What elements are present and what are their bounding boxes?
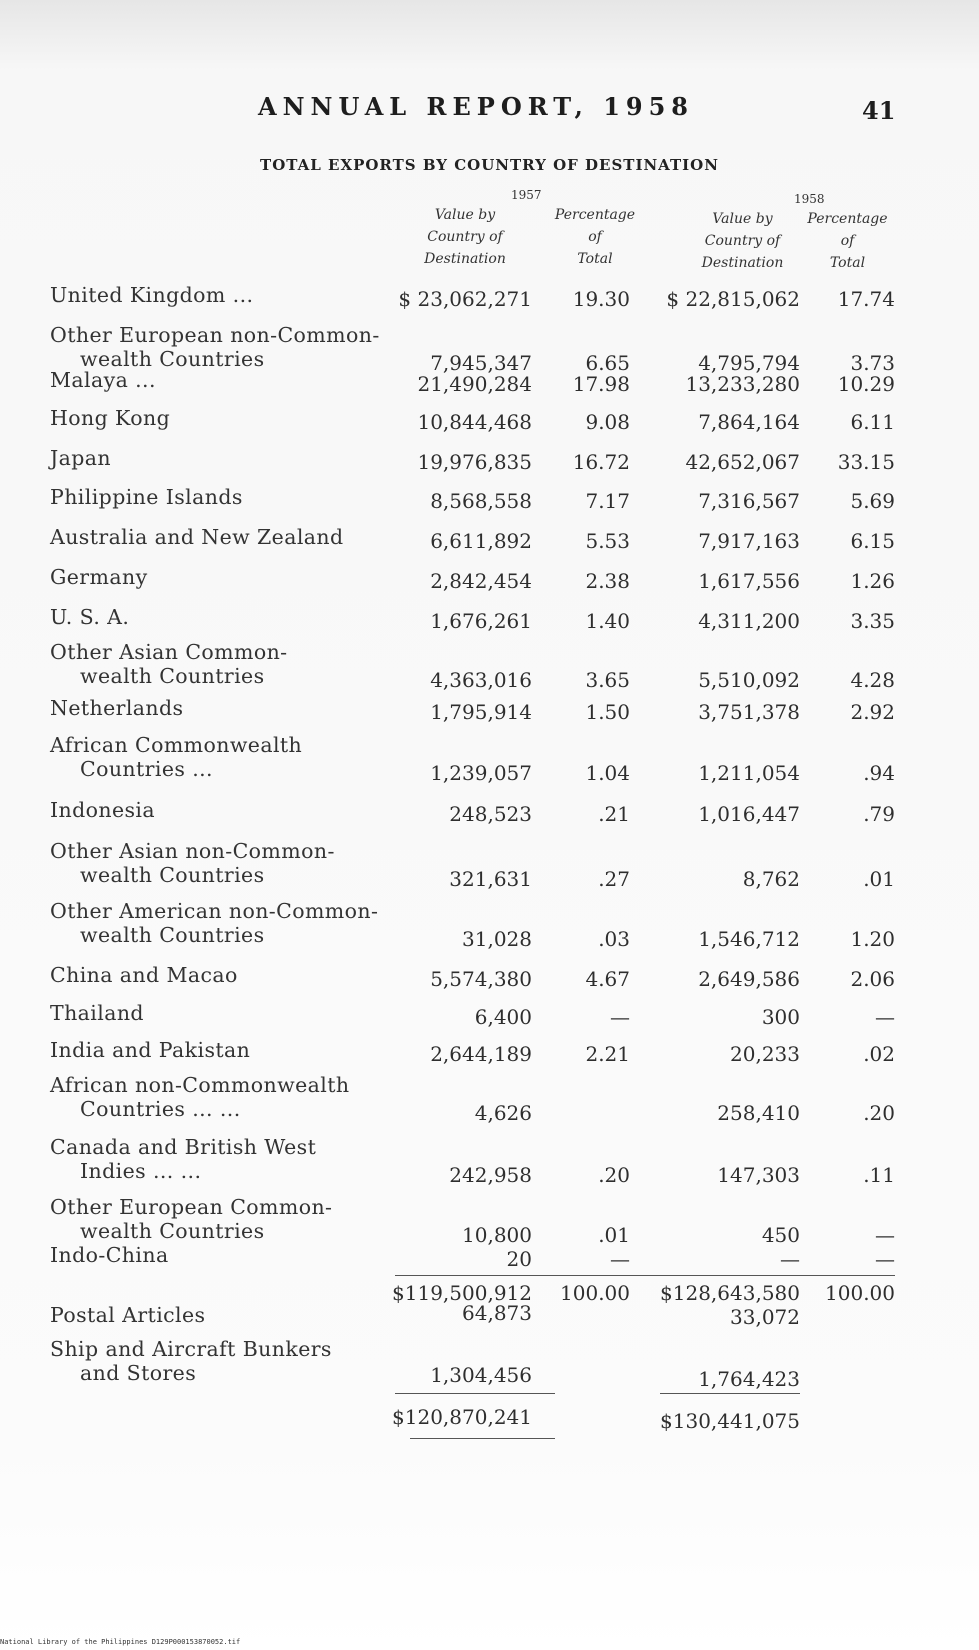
row-label-line: Indo-China <box>50 1243 169 1267</box>
value-1957: 19,976,835 <box>417 450 532 474</box>
postal-1958: 33,072 <box>730 1305 800 1329</box>
value-1957: 6,611,892 <box>430 529 532 553</box>
value-1957: 7,945,347 <box>430 351 532 375</box>
row-label <box>50 1243 405 1267</box>
value-1958: 20,233 <box>730 1042 800 1066</box>
subtotal-1958: $128,643,580 <box>660 1281 800 1305</box>
percentage-1957: 19.30 <box>572 287 630 311</box>
percentage-1958: 2.06 <box>850 967 895 991</box>
percentage-1957: 1.04 <box>585 761 630 785</box>
value-1958: 5,510,092 <box>698 668 800 692</box>
row-label <box>50 406 405 430</box>
row-label-line: Germany <box>50 565 148 589</box>
row-label-line: Philippine Islands <box>50 485 243 509</box>
percentage-heading-1958: Percentage of Total <box>807 211 888 271</box>
percentage-1958: 10.29 <box>837 372 895 396</box>
percentage-1958: .79 <box>863 802 895 826</box>
row-label-line: African Commonwealth <box>50 733 303 757</box>
running-title: ANNUAL REPORT, 1958 <box>258 92 694 121</box>
scan-footer-note: National Library of the Philippines D129P000153870052.tif <box>0 1638 241 1646</box>
row-label-line: wealth Countries <box>80 1219 265 1243</box>
row-label <box>50 798 405 822</box>
total-rule <box>660 1393 800 1394</box>
row-label-line: Canada and British West <box>50 1135 317 1159</box>
percentage-1957: 2.38 <box>585 569 630 593</box>
percentage-1958: 33.15 <box>837 450 895 474</box>
row-label-line: Indies ... ... <box>80 1159 202 1183</box>
percentage-1957: 1.50 <box>585 700 630 724</box>
value-1958: 1,211,054 <box>698 761 800 785</box>
postal-1957: 64,873 <box>462 1301 532 1325</box>
row-label <box>50 446 405 470</box>
value-1958: 7,864,164 <box>698 410 800 434</box>
value-1957: $ 23,062,271 <box>398 287 532 311</box>
value-1957: 10,844,468 <box>417 410 532 434</box>
value-1958: 450 <box>761 1223 800 1247</box>
row-label-line: wealth Countries <box>80 863 265 887</box>
percentage-1958: 17.74 <box>837 287 895 311</box>
value-1958: 7,917,163 <box>698 529 800 553</box>
percentage-1958: 2.92 <box>850 700 895 724</box>
percentage-1957: — <box>610 1247 630 1271</box>
value-heading-1958: Value by Country of Destination <box>701 211 784 271</box>
row-label <box>50 323 405 371</box>
percentage-1957: — <box>610 1005 630 1029</box>
row-label-line: Other American non-Common- <box>50 899 379 923</box>
percentage-1958: .11 <box>863 1163 895 1187</box>
row-label <box>50 485 405 509</box>
value-1958: 42,652,067 <box>685 450 800 474</box>
subtotal-rule <box>395 1275 895 1276</box>
row-label-line: Other European non-Common- <box>50 323 380 347</box>
row-label <box>50 283 405 307</box>
row-label-line: Other Asian non-Common- <box>50 839 335 863</box>
value-1958: 4,311,200 <box>698 609 800 633</box>
value-1958: 1,617,556 <box>698 569 800 593</box>
percentage-1958: 3.35 <box>850 609 895 633</box>
percentage-heading-1957: Percentage of Total <box>554 207 636 267</box>
percentage-1957: 2.21 <box>585 1042 630 1066</box>
value-1957: 4,626 <box>474 1101 532 1125</box>
table-title: TOTAL EXPORTS BY COUNTRY OF DESTINATION <box>260 156 719 174</box>
subtotal-1957: $119,500,912 <box>392 1281 532 1305</box>
row-label-line: Japan <box>50 446 111 470</box>
value-1958: 258,410 <box>717 1101 800 1125</box>
page-number: 41 <box>862 96 896 125</box>
row-label <box>50 640 405 688</box>
percentage-1958: 1.26 <box>850 569 895 593</box>
percentage-1957: .03 <box>598 927 630 951</box>
row-label <box>50 696 405 720</box>
value-1957: 1,239,057 <box>430 761 532 785</box>
total-rule <box>395 1393 555 1394</box>
row-label-line: China and Macao <box>50 963 238 987</box>
value-1957: 1,795,914 <box>430 700 532 724</box>
row-label <box>50 1303 405 1327</box>
percentage-1958: .94 <box>863 761 895 785</box>
value-1958: 4,795,794 <box>698 351 800 375</box>
row-label-line: wealth Countries <box>80 347 265 371</box>
column-headers <box>0 186 979 286</box>
year-1957-heading: 1957 <box>511 188 542 202</box>
value-1957: 5,574,380 <box>430 967 532 991</box>
percentage-1957: .21 <box>598 802 630 826</box>
row-label <box>50 839 405 887</box>
value-1958: — <box>780 1247 800 1271</box>
row-label-line: Hong Kong <box>50 406 171 430</box>
subtotal-percentage-1958: 100.00 <box>825 1281 895 1305</box>
row-label <box>50 899 405 947</box>
value-1957: 20 <box>506 1247 532 1271</box>
grand-total-1957: $120,870,241 <box>392 1405 532 1429</box>
percentage-1958: 3.73 <box>850 351 895 375</box>
row-label-line: Netherlands <box>50 696 184 720</box>
value-1958: 300 <box>761 1005 800 1029</box>
row-label <box>50 565 405 589</box>
percentage-1958: 1.20 <box>850 927 895 951</box>
percentage-1957: 4.67 <box>585 967 630 991</box>
value-1957: 31,028 <box>462 927 532 951</box>
row-label <box>50 605 405 629</box>
row-label-line: Other Asian Common- <box>50 640 288 664</box>
value-1958: 13,233,280 <box>685 372 800 396</box>
percentage-1958: 5.69 <box>850 489 895 513</box>
percentage-1957: 9.08 <box>585 410 630 434</box>
row-label <box>50 1001 405 1025</box>
value-1957: 4,363,016 <box>430 668 532 692</box>
bunkers-1957: 1,304,456 <box>430 1363 532 1387</box>
percentage-1958: .20 <box>863 1101 895 1125</box>
percentage-1958: 6.15 <box>850 529 895 553</box>
percentage-1957: .20 <box>598 1163 630 1187</box>
value-1958: 2,649,586 <box>698 967 800 991</box>
row-label-line: Countries ... ... <box>80 1097 241 1121</box>
value-1957: 8,568,558 <box>430 489 532 513</box>
percentage-1957: .27 <box>598 867 630 891</box>
value-1957: 10,800 <box>462 1223 532 1247</box>
value-1957: 6,400 <box>474 1005 532 1029</box>
value-1957: 1,676,261 <box>430 609 532 633</box>
row-label-line: Australia and New Zealand <box>50 525 344 549</box>
row-label-line: Malaya ... <box>50 368 156 392</box>
value-1957: 21,490,284 <box>417 372 532 396</box>
row-label-line: and Stores <box>80 1361 197 1385</box>
grand-total-1958: $130,441,075 <box>660 1409 800 1433</box>
percentage-1958: .02 <box>863 1042 895 1066</box>
percentage-1957: 16.72 <box>572 450 630 474</box>
percentage-1958: .01 <box>863 867 895 891</box>
value-1958: 8,762 <box>742 867 800 891</box>
row-label-line: Countries ... <box>80 757 213 781</box>
row-label <box>50 733 405 781</box>
value-1958: 1,546,712 <box>698 927 800 951</box>
value-1958: 1,016,447 <box>698 802 800 826</box>
row-label-line: Thailand <box>50 1001 144 1025</box>
percentage-1957: 5.53 <box>585 529 630 553</box>
value-1957: 2,644,189 <box>430 1042 532 1066</box>
row-label-line: wealth Countries <box>80 664 265 688</box>
row-label <box>50 1073 405 1121</box>
value-1957: 248,523 <box>449 802 532 826</box>
value-1957: 2,842,454 <box>430 569 532 593</box>
percentage-1958: — <box>875 1223 895 1247</box>
row-label-line: Indonesia <box>50 798 155 822</box>
value-1957: 242,958 <box>449 1163 532 1187</box>
percentage-1958: — <box>875 1005 895 1029</box>
value-1958: 3,751,378 <box>698 700 800 724</box>
row-label-line: Postal Articles <box>50 1303 206 1327</box>
percentage-1958: — <box>875 1247 895 1271</box>
row-label <box>50 1135 405 1183</box>
percentage-1957: 6.65 <box>585 351 630 375</box>
value-1958: 147,303 <box>717 1163 800 1187</box>
percentage-1957: 17.98 <box>572 372 630 396</box>
row-label-line: Other European Common- <box>50 1195 333 1219</box>
percentage-1958: 6.11 <box>850 410 895 434</box>
row-label-line: India and Pakistan <box>50 1038 251 1062</box>
row-label <box>50 525 405 549</box>
bunkers-1958: 1,764,423 <box>698 1367 800 1391</box>
year-1958-heading: 1958 <box>794 192 825 206</box>
row-label-line: Ship and Aircraft Bunkers <box>50 1337 332 1361</box>
row-label-line: U. S. A. <box>50 605 130 629</box>
row-label-line: African non-Commonwealth <box>50 1073 350 1097</box>
value-1958: 7,316,567 <box>698 489 800 513</box>
grand-total-underline <box>410 1438 555 1439</box>
percentage-1957: 1.40 <box>585 609 630 633</box>
row-label-line: wealth Countries <box>80 923 265 947</box>
row-label <box>50 368 405 392</box>
subtotal-percentage-1957: 100.00 <box>560 1281 630 1305</box>
page-header <box>0 88 979 128</box>
value-1958: $ 22,815,062 <box>666 287 800 311</box>
percentage-1957: .01 <box>598 1223 630 1247</box>
row-label <box>50 1195 405 1243</box>
value-1957: 321,631 <box>449 867 532 891</box>
row-label-line: United Kingdom ... <box>50 283 254 307</box>
percentage-1957: 7.17 <box>585 489 630 513</box>
row-label <box>50 963 405 987</box>
percentage-1957: 3.65 <box>585 668 630 692</box>
row-label <box>50 1337 405 1385</box>
value-heading-1957: Value by Country of Destination <box>424 207 506 267</box>
row-label <box>50 1038 405 1062</box>
percentage-1958: 4.28 <box>850 668 895 692</box>
